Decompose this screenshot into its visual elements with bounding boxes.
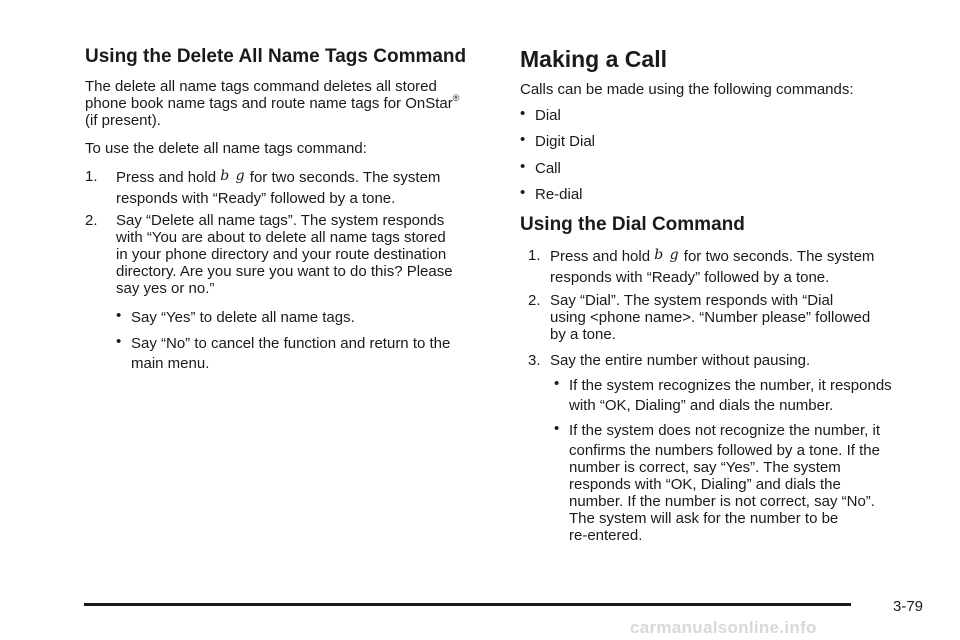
step-number: 2.	[528, 292, 541, 309]
phone-button-icon: b g	[220, 168, 246, 184]
step-number: 2.	[85, 212, 98, 229]
bullet-icon: •	[520, 131, 526, 148]
bullet-icon: •	[520, 158, 526, 175]
bullet-icon: •	[116, 333, 122, 350]
intro-text: Calls can be made using the following commands:	[520, 81, 854, 98]
phone-button-icon: b g	[654, 247, 680, 263]
bullet-icon: •	[554, 420, 560, 437]
intro-line-3: (if present).	[85, 112, 161, 129]
bullet-icon: •	[520, 184, 526, 201]
watermark: carmanualsonline.info	[630, 618, 817, 637]
step-number: 1.	[85, 168, 98, 185]
step-number: 3.	[528, 352, 541, 369]
bullet-icon: •	[554, 375, 560, 392]
intro-line-2: phone book name tags and route name tags for OnStar®	[85, 93, 460, 112]
bullet-icon: •	[520, 105, 526, 122]
bullet-icon: •	[116, 307, 122, 324]
section-heading-dial-command: Using the Dial Command	[520, 214, 745, 235]
intro-line-1: The delete all name tags command deletes all stored	[85, 78, 437, 95]
section-heading-delete-all: Using the Delete All Name Tags Command	[85, 46, 467, 67]
section-heading-making-a-call: Making a Call	[520, 46, 667, 72]
page-number: 3-79	[893, 598, 924, 615]
footer-rule	[84, 603, 851, 606]
step-number: 1.	[528, 247, 541, 264]
registered-mark: ®	[452, 93, 460, 103]
lead-text: To use the delete all name tags command:	[85, 140, 367, 157]
